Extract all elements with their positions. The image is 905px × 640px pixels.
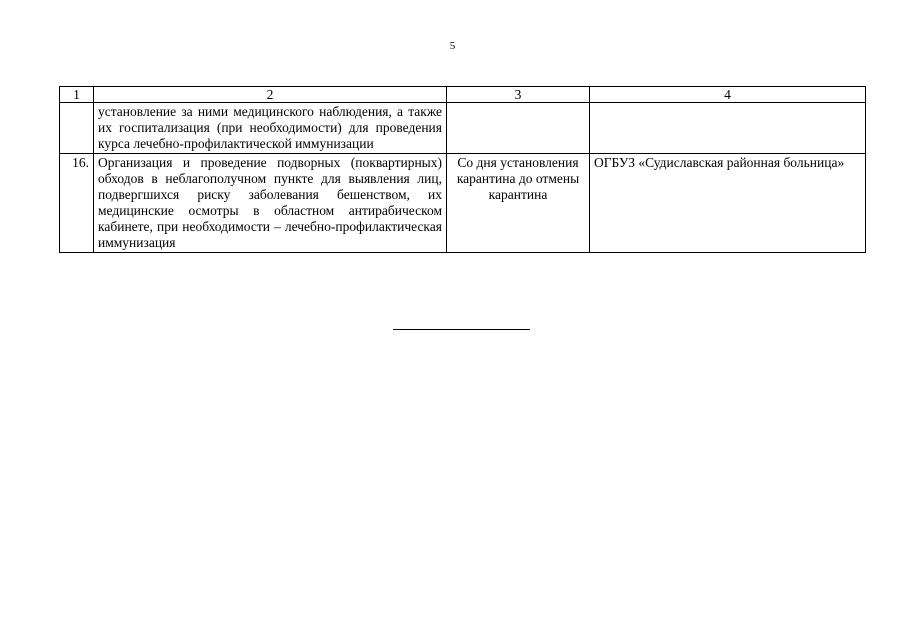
end-divider-line	[393, 329, 530, 330]
row-term: Со дня установления карантина до отмены карантина	[447, 154, 590, 253]
row-number	[60, 103, 94, 154]
page-number: 5	[449, 40, 456, 52]
table-header-row	[60, 87, 866, 103]
row-executor	[590, 103, 866, 154]
row-term	[447, 103, 590, 154]
row-executor: ОГБУЗ «Судиславская районная больница»	[590, 154, 866, 253]
header-col-4: 4	[590, 87, 866, 103]
measures-table	[59, 86, 866, 253]
row-action: установление за ними медицинского наблюдения, а также их госпитализация (при необходимости) для проведения курса лечебно-профилактической иммунизации	[94, 103, 447, 154]
header-col-3: 3	[447, 87, 590, 103]
header-col-1: 1	[60, 87, 94, 103]
row-number: 16.	[60, 154, 94, 253]
header-col-2: 2	[94, 87, 447, 103]
row-action: Организация и проведение подворных (поквартирных) обходов в неблагополучном пункте для выявления лиц, подвергшихся риску заболевания бешенством, их медицинские осмотры в областном антирабическом кабинете, при необходимости – лечебно-профилактическая иммунизация	[94, 154, 447, 253]
table-row	[60, 103, 866, 154]
table-row	[60, 154, 866, 253]
